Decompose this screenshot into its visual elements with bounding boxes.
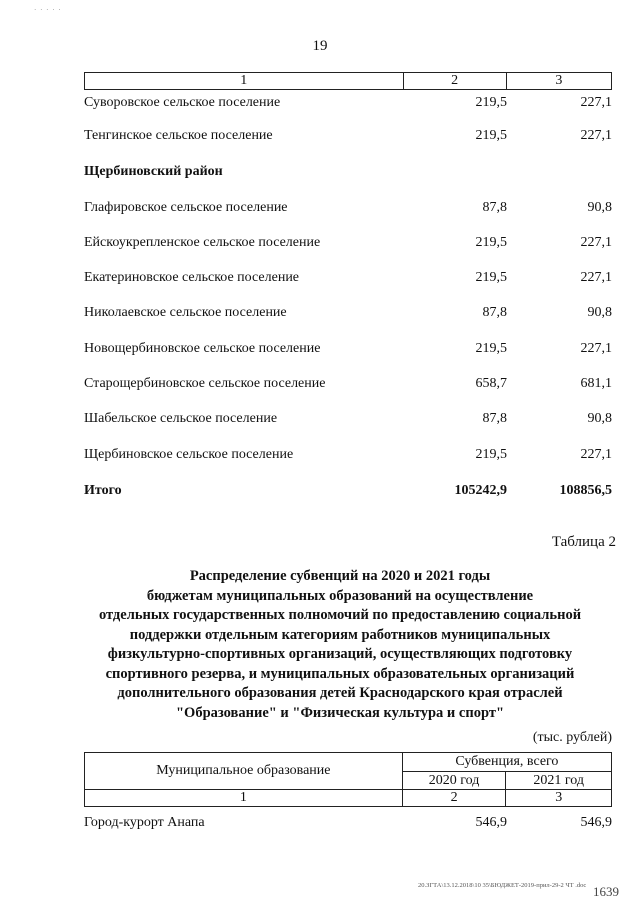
table2-title — [60, 567, 620, 723]
table2-col-group: Субвенция, всего — [402, 753, 611, 772]
value-2020: 546,9 — [475, 815, 507, 830]
table1-row — [84, 376, 612, 398]
table2-row — [84, 815, 612, 837]
municipality-name: Шабельское сельское поселение — [84, 411, 278, 426]
municipality-name: Город-курорт Анапа — [84, 815, 205, 830]
total-2020: 105242,9 — [454, 483, 507, 498]
table1-row — [84, 305, 612, 327]
table2-num-col2: 2 — [402, 790, 506, 807]
total-2021: 108856,5 — [559, 483, 612, 498]
title-line: Распределение субвенций на 2020 и 2021 годы — [189, 568, 491, 584]
value-2021: 90,8 — [587, 305, 612, 320]
municipality-name: Тенгинское сельское поселение — [84, 128, 273, 143]
value-2020: 219,5 — [475, 447, 507, 462]
district-name: Щербиновский район — [84, 164, 223, 179]
title-line: отдельных государственных полномочий по предоставлению социальной — [98, 607, 582, 623]
table1-row — [84, 95, 612, 117]
file-path-footer: 20.ЗГТА\13.12.2018\10 35\БЮДЖЕТ-2019-прил-29-2 ЧТ .doc — [418, 882, 587, 889]
value-2020: 219,5 — [475, 270, 507, 285]
table1-row — [84, 128, 612, 150]
value-2021: 227,1 — [580, 447, 612, 462]
table1-district-row — [84, 164, 612, 186]
table1-header-col2: 2 — [403, 73, 506, 90]
title-line: поддержки отдельным категориям работников муниципальных — [129, 626, 551, 643]
value-2021: 227,1 — [580, 95, 612, 110]
table1-row — [84, 200, 612, 222]
value-2020: 219,5 — [475, 95, 507, 110]
total-label: Итого — [84, 483, 122, 498]
value-2020: 87,8 — [482, 305, 507, 320]
municipality-name: Глафировское сельское поселение — [84, 200, 288, 215]
municipality-name: Суворовское сельское поселение — [84, 95, 281, 110]
value-2021: 90,8 — [587, 411, 612, 426]
table1-total-row — [84, 483, 612, 505]
value-2021: 546,9 — [580, 815, 612, 830]
municipality-name: Ейскоукрепленское сельское поселение — [84, 235, 321, 250]
value-2021: 227,1 — [580, 270, 612, 285]
table1-row — [84, 447, 612, 469]
table2-col-year1: 2020 год — [402, 772, 506, 790]
value-2020: 658,7 — [475, 376, 507, 391]
page-number: 19 — [312, 38, 328, 54]
value-2021: 227,1 — [580, 341, 612, 356]
table1-header-col3: 3 — [506, 73, 611, 90]
table2-col-year2: 2021 год — [506, 772, 612, 790]
value-2020: 219,5 — [475, 128, 507, 143]
title-line: дополнительного образования детей Краснодарского края отраслей — [117, 685, 563, 701]
value-2021: 90,8 — [587, 200, 612, 215]
table2-num-col3: 3 — [506, 790, 612, 807]
scan-mark: · · · · · — [34, 6, 62, 14]
table2-units: (тыс. рублей) — [532, 730, 612, 745]
value-2021: 227,1 — [580, 235, 612, 250]
title-line: "Образование" и "Физическая культура и спорт" — [176, 704, 504, 721]
title-line: бюджетам муниципальных образований на осуществление — [146, 587, 534, 604]
value-2021: 227,1 — [580, 128, 612, 143]
table1-row — [84, 270, 612, 292]
table2-header — [84, 752, 612, 807]
title-line: спортивного резерва, и муниципальных образовательных организаций — [105, 665, 575, 682]
table2-col-name: Муниципальное образование — [85, 753, 403, 790]
table2-num-col1: 1 — [85, 790, 403, 807]
municipality-name: Екатериновское сельское поселение — [84, 270, 300, 285]
table2-caption: Таблица 2 — [551, 534, 616, 550]
value-2020: 219,5 — [475, 235, 507, 250]
municipality-name: Щербиновское сельское поселение — [84, 447, 294, 462]
municipality-name: Николаевское сельское поселение — [84, 305, 287, 320]
municipality-name: Старощербиновское сельское поселение — [84, 376, 326, 391]
municipality-name: Новощербиновское сельское поселение — [84, 341, 321, 356]
sheet-number: 1639 — [593, 884, 619, 899]
value-2020: 219,5 — [475, 341, 507, 356]
value-2020: 87,8 — [482, 411, 507, 426]
table1-row — [84, 411, 612, 433]
value-2020: 87,8 — [482, 200, 507, 215]
title-line: физкультурно-спортивных организаций, осуществляющих подготовку — [107, 646, 573, 662]
table1-header-col1: 1 — [85, 73, 404, 90]
table1-row — [84, 341, 612, 363]
value-2021: 681,1 — [580, 376, 612, 391]
table1-row — [84, 235, 612, 257]
table1-header — [84, 72, 612, 90]
